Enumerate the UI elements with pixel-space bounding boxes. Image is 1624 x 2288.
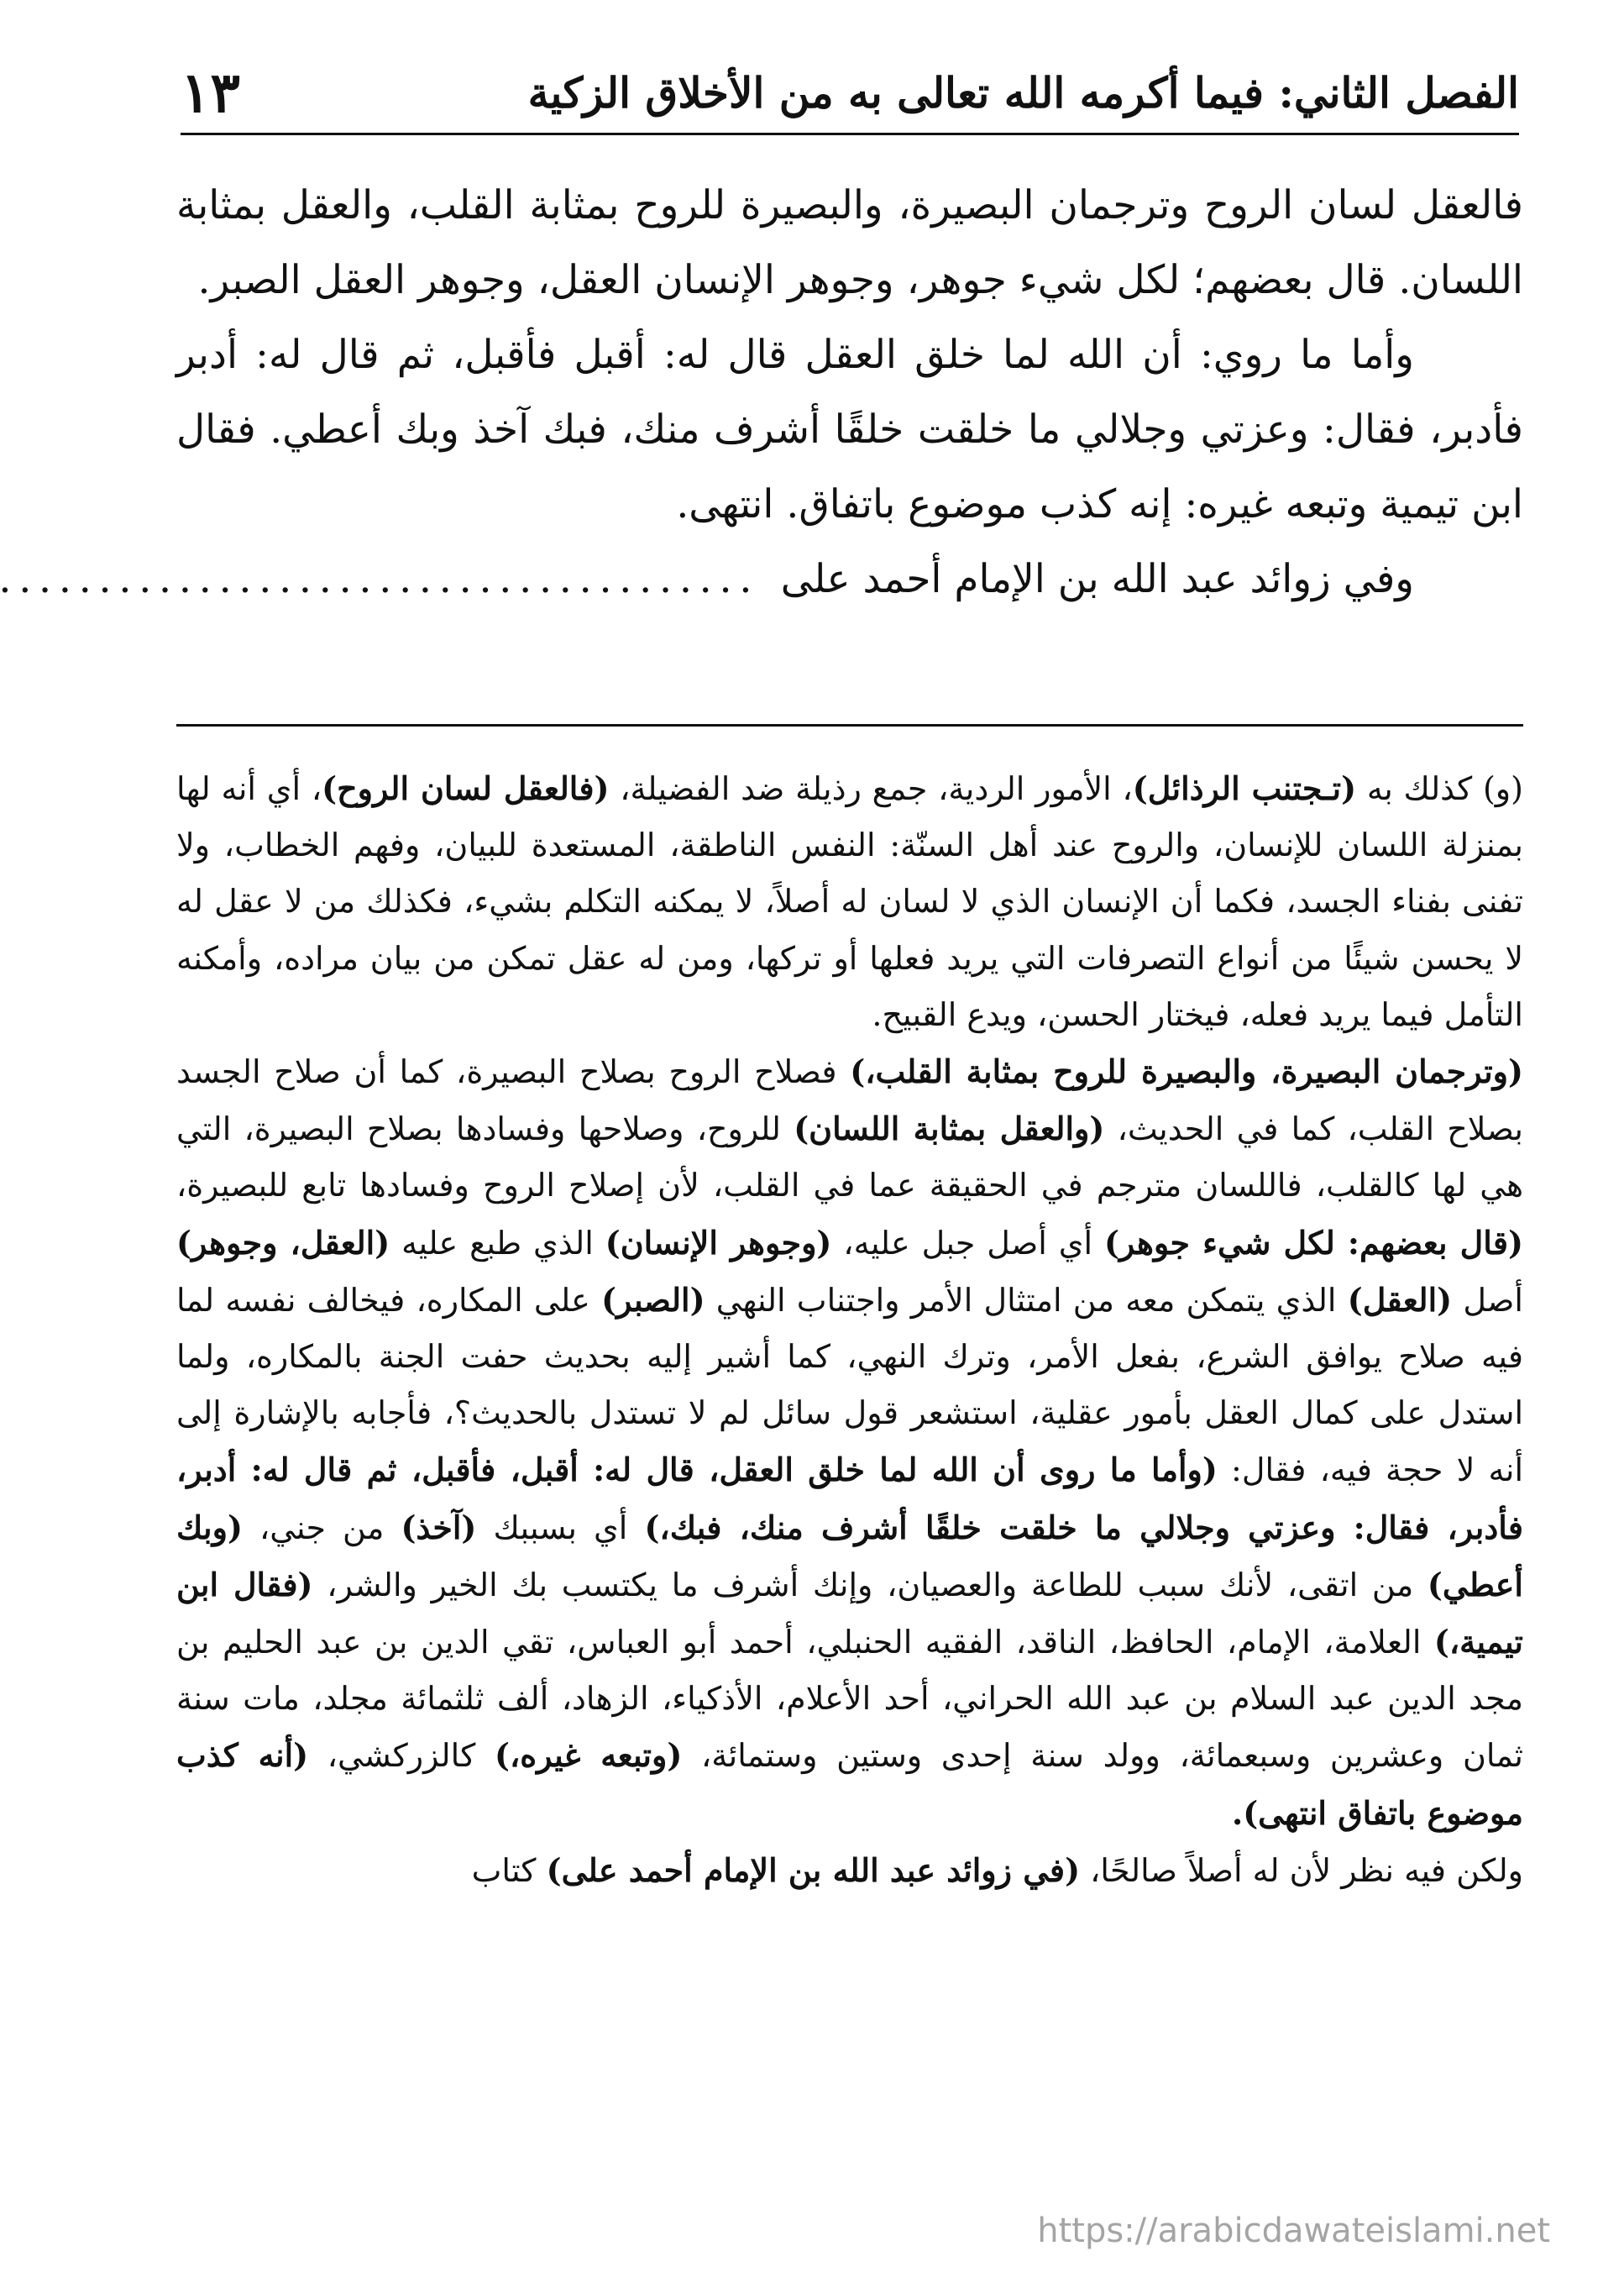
watermark-url: https://arabicdawateislami.net [1037,2212,1550,2250]
commentary-segment: كالزركشي، [308,1737,495,1775]
quoted-matn-segment: (وبك أعطي) [176,1508,1523,1603]
chapter-title: الفصل الثاني: فيما أكرمه الله تعالى به من الأخلاق الزكية [527,67,1519,118]
quoted-matn-segment: (وجوهر الإنسان) [605,1223,832,1262]
running-header [181,52,1519,135]
commentary-paragraph-1 [176,760,1523,1043]
commentary-segment: العلامة، الإمام، الحافظ، الناقد، الفقيه الحنبلي، أحمد أبو العباس، تقي الدين بن عبد الحليم بن مجد الدين عبد السلام بن عبد الله الحراني، أحد الأعلام، الأذكياء، الزهاد، ألف ثلثمائة مجلد، مات سنة ثمان وعشرين وسبعمائة، وولد سنة إحدى وستين وستمائة، [176,1624,1523,1775]
commentary-segment: أي بسببك [476,1509,645,1546]
commentary-segment: للروح، وصلاحها وفسادها بصلاح البصيرة، التي هي لها كالقلب، فاللسان مترجم في الحقيقة عما في القلب، لأن إصلاح الروح وفسادها تابع للبصيرة، [176,1110,1523,1204]
commentary-segment: الذي طبع عليه [390,1224,605,1262]
main-paragraph-2: وأما ما روي: أن الله لما خلق العقل قال له: أقبل فأقبل، ثم قال له: أدبر فأدبر، فقال: وعزتي وجلالي ما خلقت خلقًا أشرف منك، فبك آخذ وبك أعطي. فقال ابن تيمية وتبعه غيره: إنه كذب موضوع باتفاق. انتهى. [176,332,1523,527]
quoted-matn-segment: (وترجمان البصيرة، والبصيرة للروح بمثابة القلب،) [850,1052,1523,1091]
quoted-matn-segment: (فقال ابن تيمية،) [176,1565,1523,1661]
main-last-line [0,542,1523,621]
commentary-segment: على المكاره، فيخالف نفسه لما فيه صلاح يوافق الشرع، بفعل الأمر، وترك النهي، كما أشير إليه بحديث حفت الجنة بالمكاره، ولما استدل على كمال العقل بأمور عقلية، استشعر قول سائل لم لا تستدل بالحديث؟، فأجابه بالإشارة إلى أنه لا حجة فيه، فقال: [176,1281,1523,1489]
quoted-matn-segment: (والعقل بمثابة اللسان) [794,1110,1105,1148]
commentary-paragraph-2 [176,1043,1523,1842]
quoted-matn-segment: (تـجتنب الرذائل) [1132,769,1357,807]
commentary-segment: من جني، [242,1509,401,1546]
commentary-segment: أي أصل جبل عليه، [831,1224,1104,1262]
quoted-matn-segment: (العقل، وجوهر) [176,1223,390,1262]
commentary-segment: كتاب [471,1851,547,1889]
commentary-segment: ، الأمور الردية، جمع رذيلة ضد الفضيلة، [609,770,1133,807]
commentary-segment: الذي يتمكن معه من امتثال الأمر واجتناب النهي [705,1281,1348,1319]
continuation-dots: ...................................... [0,566,761,600]
commentary-segment: (و) كذلك به [1356,770,1523,807]
commentary-segment: أصل [1452,1281,1523,1319]
commentary-text [176,760,1523,1899]
quoted-matn-segment: (أنه كذب موضوع باتفاق انتهى). [176,1736,1523,1832]
commentary-segment: فصلاح الروح بصلاح البصيرة، كما أن صلاح الجسد بصلاح القلب، كما في الحديث، [176,1053,1523,1148]
continued-line: وفي زوائد عبد الله بن الإمام أحمد على [780,556,1414,602]
quoted-matn-segment: (الصبر) [601,1280,705,1319]
commentary-segment: ، أي أنه لها بمنزلة اللسان للإنسان، والروح عند أهل السنّة: النفس الناطقة، المستعدة للبيان، وفهم الخطاب، ولا تفنى بفناء الجسد، فكما أن الإنسان الذي لا لسان له أصلاً، لا يمكنه التكلم بشيء، فكذلك من لا عقل له لا يحسن شيئًا من أنواع التصرفات التي يريد فعلها أو تركها، ومن له عقل تمكن من بيان مراده، وأمكنه التأمل فيما يريد فعله، فيختار الحسن، ويدع القبيح. [176,770,1523,1033]
quoted-matn-segment: (آخذ) [401,1508,477,1546]
quoted-matn-segment: (قال بعضهم: لكل شيء جوهر) [1103,1223,1524,1262]
commentary-segment: ولكن فيه نظر لأن له أصلاً صالحًا، [1080,1851,1523,1889]
quoted-matn-segment: (وتبعه غيره،) [494,1736,683,1775]
main-paragraph-1: فالعقل لسان الروح وترجمان البصيرة، والبصيرة للروح بمثابة القلب، والعقل بمثابة اللسان. قال بعضهم؛ لكل شيء جوهر، وجوهر الإنسان العقل، وجوهر العقل الصبر. [176,182,1523,303]
quoted-matn-segment: (وأما ما روى أن الله لما خلق العقل، قال له: أقبل، فأقبل، ثم قال له: أدبر، فأدبر، فقال: وعزتي وجلالي ما خلقت خلقًا أشرف منك، فبك،) [176,1451,1524,1546]
commentary-paragraph-3 [176,1842,1523,1899]
commentary-segment: من اتقى، لأنك سبب للطاعة والعصيان، وإنك أشرف ما يكتسب بك الخير والشر، [312,1566,1428,1603]
quoted-matn-segment: (في زوائد عبد الله بن الإمام أحمد على) [546,1850,1081,1889]
main-text [0,168,1523,621]
page-number: ١٣ [181,60,240,125]
section-divider [176,724,1523,727]
quoted-matn-segment: (فالعقل لسان الروح) [322,769,610,807]
quoted-matn-segment: (العقل) [1347,1280,1453,1319]
